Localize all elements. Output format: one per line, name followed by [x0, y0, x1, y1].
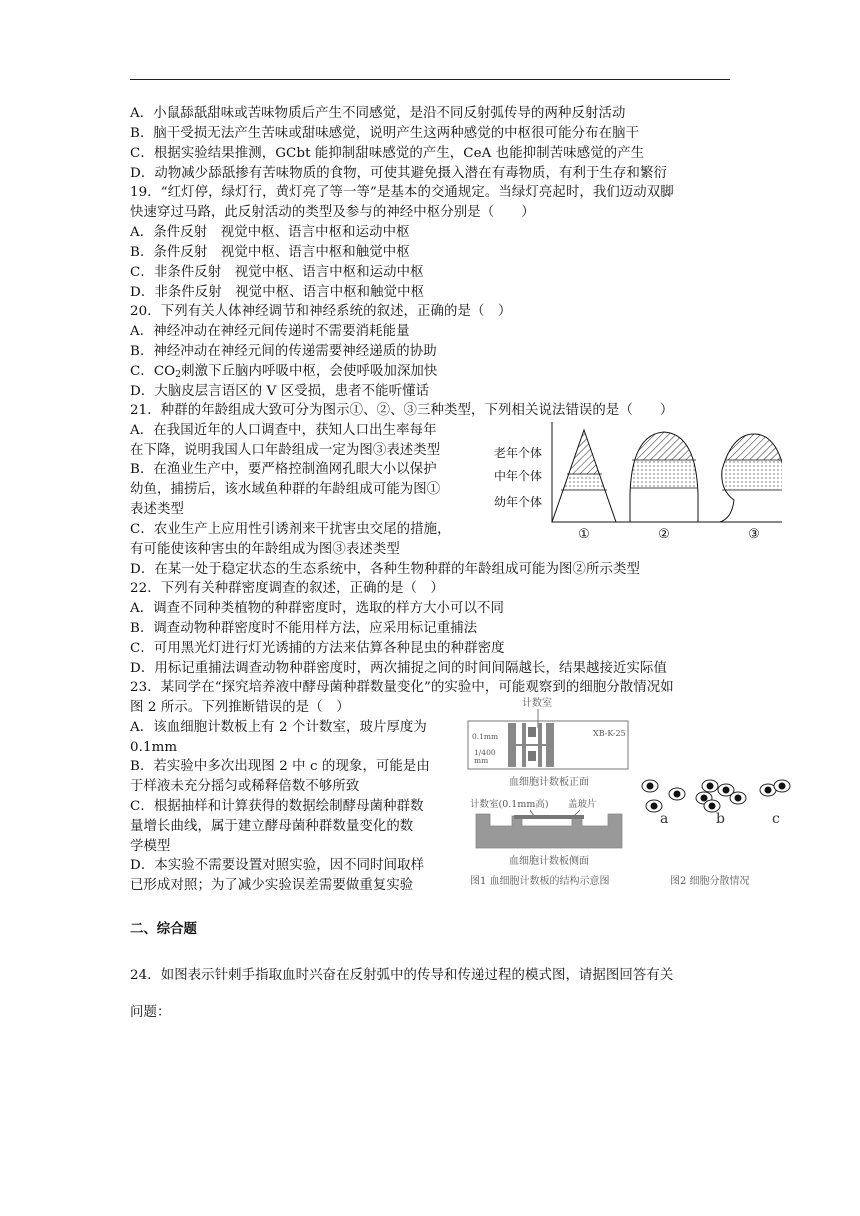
q21-option-b: B．在渔业生产中，要严格控制渔网孔眼大小以保护: [130, 462, 437, 477]
q24-stem-cont: 问题：: [130, 1005, 171, 1020]
q21-stem: 21．种群的年龄组成大致可分为图示①、②、③三种类型，下列相关说法错误的是（ ）: [130, 403, 674, 418]
hemocytometer-figure: [462, 694, 792, 898]
pyramid-label-3: ③: [748, 527, 760, 542]
q19-option-c: C．非条件反射 视觉中枢、语言中枢和运动中枢: [130, 265, 424, 280]
q18-option-c: C．根据实验结果推测，GCbt 能抑制甜味感觉的产生，CeA 也能抑制苦味感觉的产生: [130, 146, 645, 161]
section-title: 二、综合题: [130, 922, 197, 937]
q23-option-c-cont2: 学模型: [130, 839, 171, 854]
middle-age-label: 中年个体: [494, 469, 543, 483]
pyramid-3: [717, 420, 782, 490]
q20-option-c: C．$CO_2$刺激下丘脑内呼吸中枢，会使呼吸加深加快: [130, 364, 438, 380]
q19-option-a: A．条件反射 视觉中枢、语言中枢和运动中枢: [130, 225, 410, 240]
cell-label-b: b: [716, 811, 725, 827]
header-rule: [130, 79, 730, 80]
model-label: XB-K-25: [593, 729, 626, 738]
q20-stem: 20．下列有关人体神经调节和神经系统的叙述，正确的是（ ）: [130, 304, 512, 319]
cell-group-b: [696, 780, 746, 812]
figure1-caption: 图1 血细胞计数板的结构示意图: [470, 876, 610, 887]
count-room-label: 计数室: [522, 698, 552, 709]
q18-option-b: B．脑干受损无法产生苦味或甜味感觉，说明产生这两种感觉的中枢很可能分布在脑干: [130, 126, 640, 141]
cell-label-a: a: [660, 811, 669, 827]
area-unit-label: mm: [474, 756, 489, 765]
q21-option-a: A．在我国近年的人口调查中，获知人口出生率每年: [130, 423, 437, 438]
q22-stem: 22．下列有关种群密度调查的叙述，正确的是（ ）: [130, 581, 445, 596]
young-age-label: 幼年个体: [494, 495, 543, 509]
area-label: 1/400: [474, 748, 496, 757]
room-height-label: 计数室(0.1mm高): [470, 799, 549, 810]
q22-option-a: A．调查不同种类植物的种群密度时，选取的样方大小可以不同: [130, 601, 505, 616]
old-age-label: 老年个体: [494, 446, 543, 460]
q21-option-d: D．在某一处于稳定状态的生态系统中，各种生物种群的年龄组成可能为图②所示类型: [130, 562, 640, 577]
depth-label: 0.1mm: [472, 732, 499, 741]
q22-option-c: C．可用黑光灯进行灯光诱捕的方法来估算各种昆虫的种群密度: [130, 641, 505, 656]
q23-option-d-cont: 已形成对照；为了减少实验误差需要做重复实验: [130, 878, 414, 893]
q18-option-a: A．小鼠舔舐甜味或苦味物质后产生不同感觉，是沿不同反射弧传导的两种反射活动: [130, 106, 626, 121]
q20-option-a: A．神经冲动在神经元间传递时不需要消耗能量: [130, 324, 410, 339]
q23-option-c: C．根据抽样和计算获得的数据绘制酵母菌种群数: [130, 799, 424, 814]
pyramid-label-2: ②: [658, 527, 670, 542]
q21-option-a-cont: 在下降，说明我国人口年龄组成一定为图③表述类型: [130, 443, 441, 458]
q19-stem-cont: 快速穿过马路，此反射活动的类型及参与的神经中枢分别是（ ）: [130, 205, 535, 220]
q22-option-b: B．调查动物种群密度时不能用样方法，应采用标记重捕法: [130, 621, 478, 636]
q19-option-d: D．非条件反射 视觉中枢、语言中枢和触觉中枢: [130, 285, 425, 300]
q23-stem-cont: 图 2 所示。下列推断错误的是（ ）: [130, 700, 350, 715]
q22-option-d: D．用标记重捕法调查动物种群密度时，两次捕捉之间的时间间隔越长，结果越接近实际值: [130, 661, 667, 676]
q23-option-d: D．本实验不需要设置对照实验，因不同时间取样: [130, 858, 425, 873]
q23-option-b-cont: 于样液未充分摇匀或稀释倍数不够所致: [130, 779, 360, 794]
q23-option-a: A．该血细胞计数板上有 2 个计数室，玻片厚度为: [130, 720, 427, 735]
pyramid-label-1: ①: [578, 527, 590, 542]
q19-stem: 19．“红灯停，绿灯行，黄灯亮了等一等”是基本的交通规定。当绿灯亮起时，我们迈动双脚: [130, 185, 674, 200]
cover-slip-label: 盖玻片: [568, 799, 597, 810]
q20-option-d: D．大脑皮层言语区的 V 区受损，患者不能听懂话: [130, 384, 430, 399]
q21-option-b-cont2: 表述类型: [130, 502, 184, 517]
front-view-caption: 血细胞计数板正面: [509, 777, 589, 788]
q19-option-b: B．条件反射 视觉中枢、语言中枢和触觉中枢: [130, 245, 410, 260]
cell-label-c: c: [772, 811, 780, 827]
cell-group-c: [760, 780, 790, 796]
figure2-caption: 图2 细胞分散情况: [670, 876, 750, 887]
age-structure-figure: [492, 420, 782, 546]
q24-stem: 24．如图表示针刺手指取血时兴奋在反射弧中的传导和传递过程的模式图，请据图回答有关: [130, 968, 674, 983]
q23-option-c-cont: 量增长曲线，属于建立酵母菌种群数量变化的数: [130, 819, 414, 834]
q23-stem: 23．某同学在“探究培养液中酵母菌种群数量变化”的实验中，可能观察到的细胞分散情况如: [130, 680, 674, 695]
q20-option-b: B．神经冲动在神经元间的传递需要神经递质的协助: [130, 344, 437, 359]
q23-option-b: B．若实验中多次出现图 2 中 c 的现象，可能是由: [130, 759, 430, 774]
q23-option-a-cont: 0.1mm: [130, 740, 178, 755]
q18-option-d: D．动物减少舔舐掺有苦味物质的食物，可使其避免摄入潜在有毒物质，有利于生存和繁衍: [130, 166, 667, 181]
q21-option-c: C．农业生产上应用性引诱剂来干扰害虫交尾的措施，: [130, 522, 451, 537]
q21-option-c-cont: 有可能使该种害虫的年龄组成为图③表述类型: [130, 542, 400, 557]
q21-option-b-cont: 幼鱼，捕捞后，该水域鱼种群的年龄组成可能为图①: [130, 482, 441, 497]
cell-group-a: [642, 780, 685, 812]
side-view-caption: 血细胞计数板侧面: [509, 856, 589, 867]
